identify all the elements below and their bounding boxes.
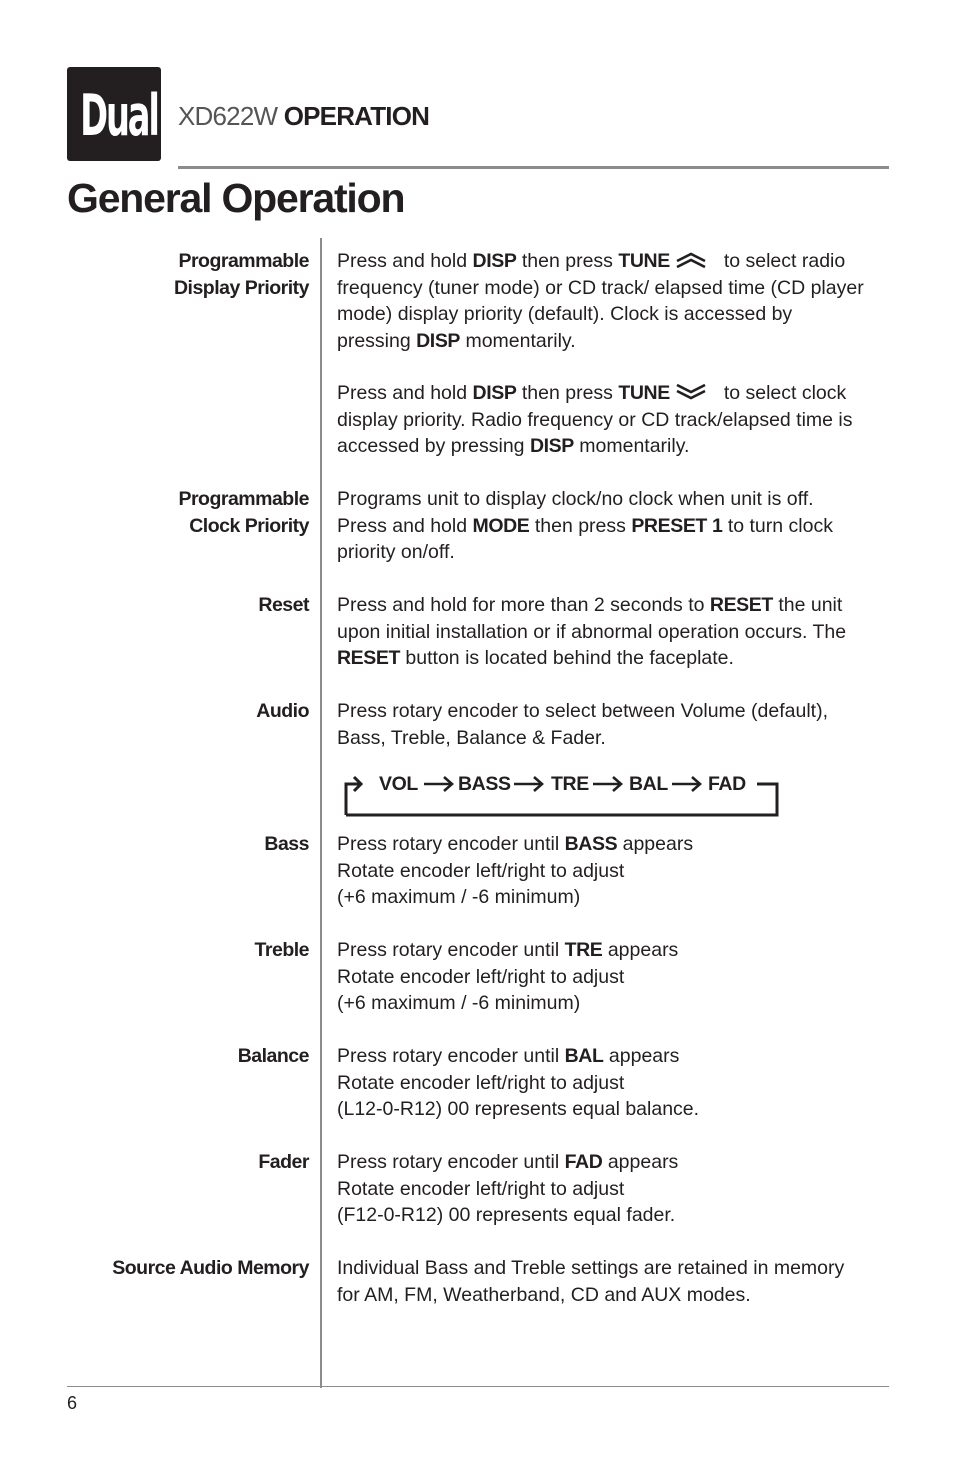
body-line: (L12-0-R12) 00 represents equal balance. bbox=[337, 1098, 700, 1120]
dual-logo bbox=[67, 67, 161, 161]
body-line: (+6 maximum / -6 minimum) bbox=[337, 992, 581, 1014]
section-body-fader bbox=[337, 1149, 897, 1229]
body-line: Rotate encoder left/right to adjust bbox=[337, 1177, 625, 1200]
section-label-balance: Balance bbox=[237, 1045, 309, 1067]
body-line: Programs unit to display clock/no clock when unit is off. bbox=[337, 488, 814, 510]
body-line: pressing DISP momentarily. bbox=[337, 329, 576, 352]
body-line: Press and hold DISP then press TUNE to select clock bbox=[337, 382, 847, 404]
label-line: Clock Priority bbox=[189, 514, 309, 537]
operation-label: OPERATION bbox=[283, 101, 430, 131]
audio-mode-flow-diagram bbox=[337, 764, 787, 820]
section-body-reset bbox=[337, 592, 897, 672]
section-label-clock-priority bbox=[49, 486, 309, 539]
flow-item-bal: BAL bbox=[629, 773, 668, 795]
section-body-bass bbox=[337, 831, 897, 911]
section-body-display-priority bbox=[337, 248, 897, 354]
body-line: priority on/off. bbox=[337, 541, 455, 563]
body-line: accessed by pressing DISP momentarily. bbox=[337, 435, 690, 457]
model-name: XD622W bbox=[178, 101, 278, 131]
flow-item-vol: VOL bbox=[379, 773, 418, 795]
flow-item-tre: TRE bbox=[551, 773, 589, 795]
section-body-display-priority-2 bbox=[337, 380, 897, 460]
tune-up-icon bbox=[676, 252, 706, 268]
body-line: frequency (tuner mode) or CD track/ elapsed time (CD player bbox=[337, 276, 864, 299]
body-line: Press and hold DISP then press TUNE to select radio bbox=[337, 250, 846, 272]
header-rule bbox=[178, 166, 889, 169]
body-line: Rotate encoder left/right to adjust bbox=[337, 1071, 625, 1094]
body-line: Press rotary encoder until FAD appears bbox=[337, 1151, 679, 1173]
body-line: Press rotary encoder until TRE appears bbox=[337, 939, 679, 961]
tune-down-icon bbox=[676, 384, 706, 400]
section-body-treble bbox=[337, 937, 897, 1017]
body-line: Press rotary encoder to select between Volume (default), bbox=[337, 700, 829, 722]
section-body-audio bbox=[337, 698, 897, 751]
body-line: display priority. Radio frequency or CD track/elapsed time is bbox=[337, 408, 853, 431]
body-line: (+6 maximum / -6 minimum) bbox=[337, 886, 581, 908]
body-line: upon initial installation or if abnormal operation occurs. The bbox=[337, 620, 847, 643]
body-line: RESET button is located behind the faceplate. bbox=[337, 647, 734, 669]
model-operation-title bbox=[178, 98, 429, 134]
footer-rule bbox=[67, 1386, 889, 1387]
flow-item-fad: FAD bbox=[708, 773, 746, 795]
section-label-audio: Audio bbox=[256, 700, 309, 722]
section-label-fader: Fader bbox=[258, 1151, 309, 1173]
body-line: Press rotary encoder until BASS appears bbox=[337, 833, 694, 855]
section-label-bass: Bass bbox=[264, 833, 309, 855]
section-label-reset: Reset bbox=[258, 594, 309, 616]
section-body-clock-priority bbox=[337, 486, 897, 566]
flow-item-bass: BASS bbox=[458, 773, 511, 795]
page-number: 6 bbox=[67, 1393, 78, 1413]
body-line: Individual Bass and Treble settings are retained in memory bbox=[337, 1257, 845, 1279]
logo-text: Dual bbox=[80, 83, 158, 150]
column-divider bbox=[320, 238, 322, 1388]
label-line: Display Priority bbox=[173, 276, 309, 299]
body-line: (F12-0-R12) 00 represents equal fader. bbox=[337, 1204, 676, 1226]
section-label-source-audio-memory: Source Audio Memory bbox=[112, 1257, 309, 1279]
body-line: Press and hold for more than 2 seconds to RESET the unit bbox=[337, 594, 843, 616]
section-label-treble: Treble bbox=[254, 939, 309, 961]
body-line: mode) display priority (default). Clock is accessed by bbox=[337, 303, 793, 325]
body-line: Bass, Treble, Balance & Fader. bbox=[337, 726, 606, 749]
body-line: Rotate encoder left/right to adjust bbox=[337, 965, 625, 988]
page-title: General Operation bbox=[67, 175, 405, 221]
section-label-display-priority bbox=[49, 248, 309, 301]
body-line: Press rotary encoder until BAL appears bbox=[337, 1045, 680, 1067]
body-line: Press and hold MODE then press PRESET 1 to turn clock bbox=[337, 514, 833, 537]
label-line: Programmable bbox=[178, 488, 309, 510]
label-line: Programmable bbox=[178, 250, 309, 272]
section-body-balance bbox=[337, 1043, 897, 1123]
body-line: Rotate encoder left/right to adjust bbox=[337, 859, 625, 882]
body-line: for AM, FM, Weatherband, CD and AUX modes. bbox=[337, 1283, 751, 1306]
section-body-source-audio-memory bbox=[337, 1255, 897, 1308]
